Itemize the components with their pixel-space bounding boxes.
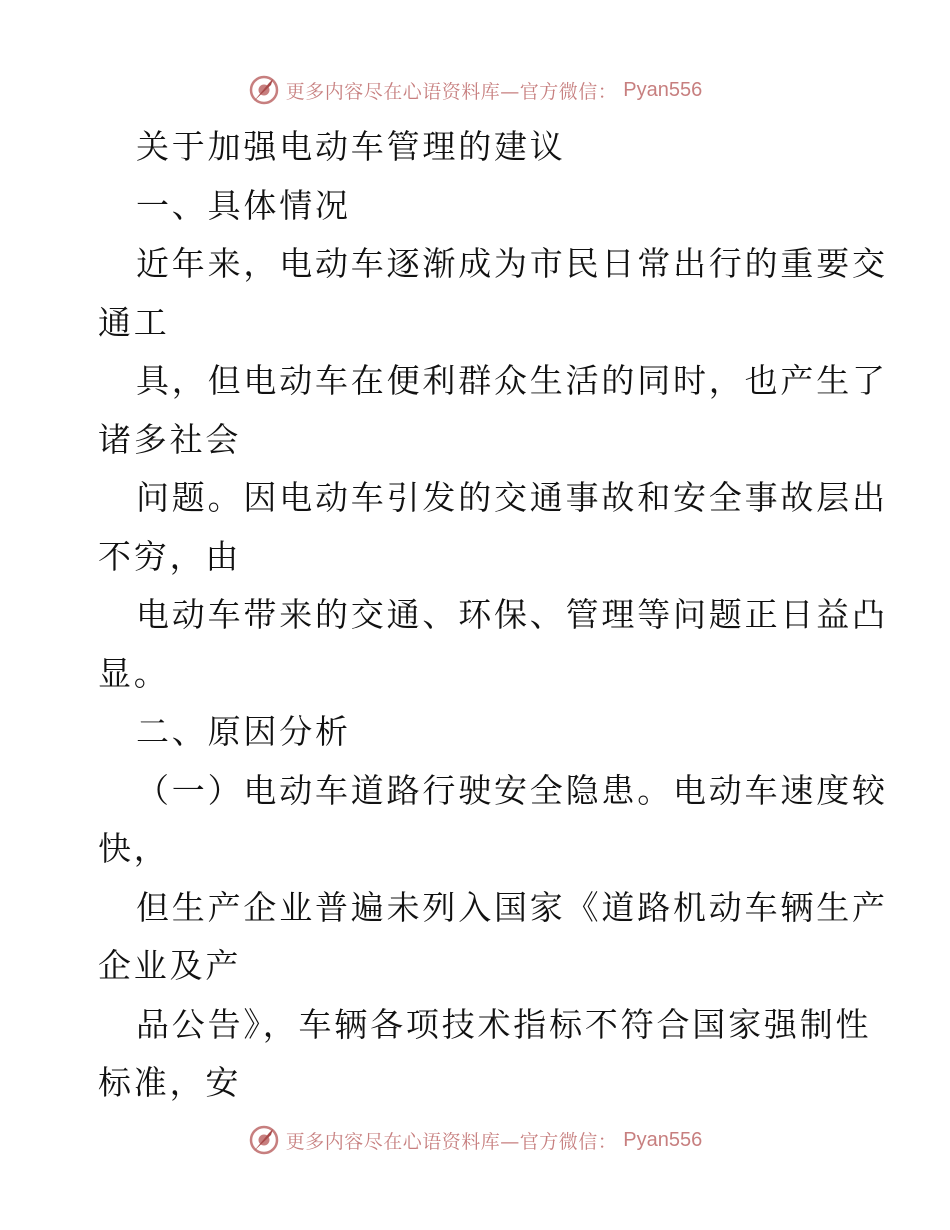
paragraph-line: 具，但电动车在便利群众生活的同时，也产生了	[136, 361, 888, 400]
paragraph-line: （一）电动车道路行驶安全隐患。电动车速度较	[136, 770, 888, 810]
paragraph-line: 近年来，电动车逐渐成为市民日常出行的重要交	[136, 244, 888, 283]
paragraph-line: 诸多社会	[98, 419, 242, 459]
quill-logo-icon	[248, 1124, 280, 1156]
watermark-text: 更多内容尽在心语资料库—官方微信：	[285, 80, 618, 103]
document-body	[98, 118, 888, 1113]
paragraph-line: 显。	[98, 653, 170, 693]
paragraph-line: 但生产企业普遍未列入国家《道路机动车辆生产	[136, 887, 888, 927]
paragraph-line: 不穷，由	[98, 536, 242, 576]
paragraph-line: 企业及产	[98, 946, 242, 985]
watermark-text: 更多内容尽在心语资料库—官方微信：	[285, 1130, 618, 1153]
paragraph-line: 问题。因电动车引发的交通事故和安全事故层出	[136, 478, 888, 517]
paragraph-line: 电动车带来的交通、环保、管理等问题正日益凸	[136, 595, 888, 634]
watermark-wechat-id: Pyan556	[623, 78, 703, 101]
paragraph-line: 通工	[98, 302, 170, 342]
section-heading: 二、原因分析	[136, 712, 351, 751]
footer-watermark	[0, 1120, 950, 1160]
section-heading: 一、具体情况	[136, 185, 351, 225]
watermark-wechat-id: Pyan556	[623, 1128, 703, 1151]
doc-title: 关于加强电动车管理的建议	[136, 127, 566, 166]
paragraph-line: 标准，安	[98, 1063, 242, 1102]
paragraph-line: 品公告》，车辆各项技术指标不符合国家强制性	[136, 1004, 872, 1044]
paragraph-line: 快，	[98, 829, 170, 868]
quill-logo-icon	[248, 74, 280, 106]
header-watermark	[0, 70, 950, 110]
